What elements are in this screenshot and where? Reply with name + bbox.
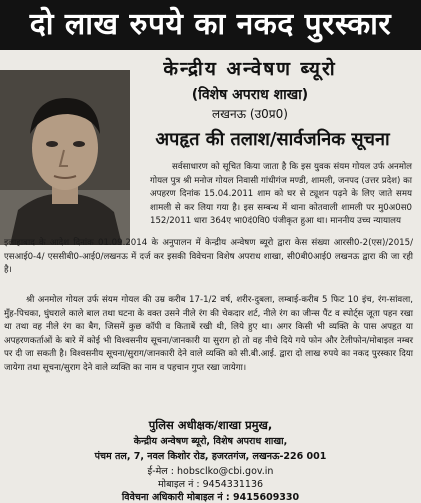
city-name: लखनऊ (उ0प्र0): [212, 107, 288, 121]
contact-email: ई-मेल : hobsclko@cbi.gov.in: [147, 466, 274, 477]
notice-paragraph-2: इलाहाबाद के आदेश दिनांक 01.09.2014 के अनुपालन में केन्द्रीय अन्वेषण ब्यूरो द्वारा केस संख्या आरसी0-2(एस)/2015/ एसआई0-4/ एससीबी0-आई0/लखनऊ में दर्ज कर इसकी विवेचना विशेष अपराध शाखा, सी0बी0आई0 लखनऊ द्वारा की जा रही है।: [4, 238, 413, 275]
notice-heading: अपहृत की तलाश/सार्वजनिक सूचना: [155, 129, 390, 150]
notice-paragraph-1: सर्वसाधारण को सूचित किया जाता है कि इस युवक संयम गोयल उर्फ अनमोल गोयल पुत्र श्री मनोज गोयल निवासी गांधीगंज मण्डी, शामली, जनपद (उत्तर प्रदेश) का अपहरण दिनांक 15.04.2011 शाम को घर से ट्यूशन पढ़ने के लिए जाते समय शामली से कर लिया गया है। इस सम्बन्ध में थाना कोतवाली शामली पर मु0अ0स0 152/2011 धारा 364ए भा0दं0वि0 पंजीकृत हुआ था। माननीय उच्च न्यायालय: [150, 162, 412, 226]
office-name: केन्द्रीय अन्वेषण ब्यूरो, विशेष अपराध शाखा,: [133, 436, 288, 447]
agency-name: केन्द्रीय अन्वेषण ब्यूरो: [163, 58, 337, 80]
office-address: पंचम तल, 7, नवल किशोर रोड, हजरतगंज, लखनऊ-226 001: [94, 451, 327, 462]
investigating-officer-mobile: विवेचना अधिकारी मोबाइल नं : 9415609330: [121, 492, 300, 503]
notice-paragraph-3: श्री अनमोल गोयल उर्फ संयम गोयल की उम्र करीब 17-1/2 वर्ष, शरीर-दुबला, लम्बाई-करीब 5 फिट 10 इंच, रंग-सांवला, मुँह-पिचका, घुंघराले काले बाल तथा घटना के वक्त उसने नीले रंग की चेकदार शर्ट, नीले रंग का जीन्स पैंट व स्पोर्ट्स जूता पहन रखा था तथा वह नीले रंग का बैग, जिसमें कुछ कॉपी व किताबें रखी थी, लिये हुए था। अगर किसी भी व्यक्ति के पास अपहृत या अपहरणकर्ताओं के बारे में कोई भी विश्वसनीय सूचना/जानकारी या सुराग हो तो वह नीचे दिये गये फोन और टेलीफोन/मोबाइल नम्बर पर दी जा सकती है। विश्वसनीय सूचना/सुराग/जानकारी देने वाले व्यक्ति को सी.बी.आई. द्वारा दो लाख रुपये का नकद पुरस्कार दिया जायेगा तथा सूचना/सुराग देने वाले व्यक्ति का नाम व पहचान गुप्त रखा जायेगा।: [4, 295, 413, 373]
officer-designation: पुलिस अधीक्षक/शाखा प्रमुख,: [148, 418, 273, 432]
reward-banner: दो लाख रुपये का नकद पुरस्कार: [0, 0, 421, 50]
contact-mobile: मोबाइल नं : 9454331136: [157, 479, 264, 490]
branch-name: (विशेष अपराध शाखा): [191, 87, 309, 103]
